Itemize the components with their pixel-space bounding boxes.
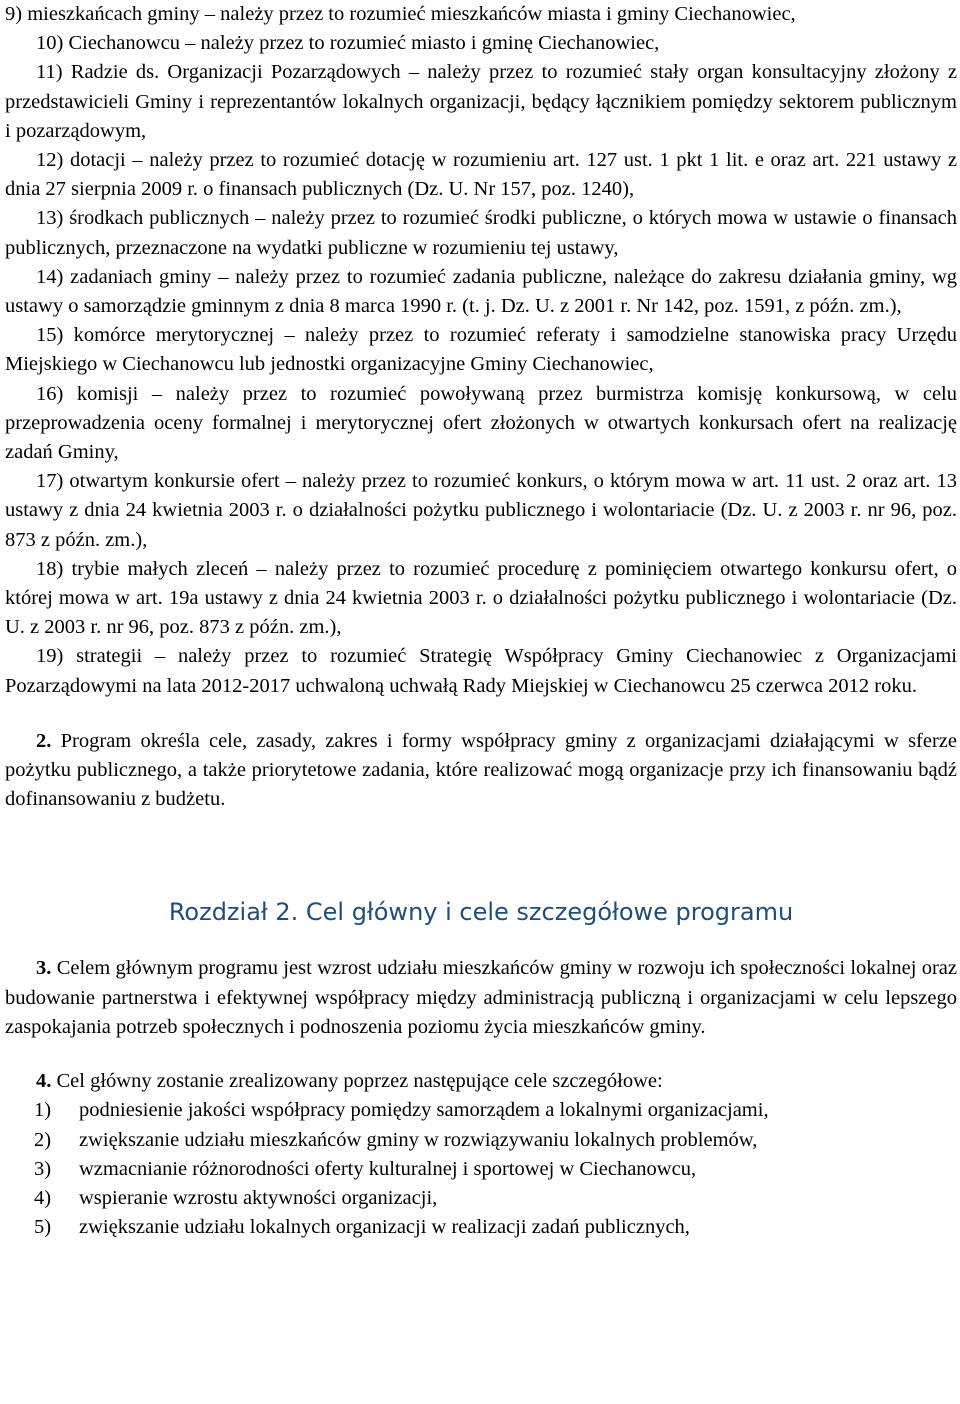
definition-9: 9) mieszkańcach gminy – należy przez to rozumieć mieszkańców miasta i gminy Ciechanowiec,	[5, 3, 796, 25]
section-3-text: Celem głównym programu jest wzrost udziału mieszkańców gminy w rozwoju ich społeczności lokalnej oraz budowanie partnerstwa i efektywnej współpracy między administracją publiczną i organizacjami w celu lepszego zaspokajania potrzeb społecznych i podnoszenia poziomu życia mieszkańców gminy.	[5, 957, 957, 1038]
list-item-number: 5)	[34, 1216, 52, 1239]
definition-10: 10) Ciechanowcu – należy przez to rozumieć miasto i gminę Ciechanowiec,	[36, 32, 660, 55]
specific-goals-list	[5, 1096, 957, 1242]
list-item-text: zwiększanie udziału lokalnych organizacji w realizacji zadań publicznych,	[79, 1216, 690, 1239]
list-item	[5, 1184, 957, 1213]
list-item	[5, 1213, 957, 1242]
section-4-number: 4.	[36, 1070, 52, 1093]
section-3-number: 3.	[36, 957, 52, 980]
list-item-text: wspieranie wzrostu aktywności organizacji,	[79, 1186, 438, 1209]
definition-19: 19) strategii – należy przez to rozumieć Strategię Współpracy Gminy Ciechanowiec z Organizacjami Pozarządowymi na lata 2012-2017 uchwaloną uchwałą Rady Miejskiej w Ciechanowcu 25 czerwca 2012 roku.	[5, 645, 957, 697]
list-item-text: podniesienie jakości współpracy pomiędzy samorządem a lokalnymi organizacjami,	[79, 1099, 769, 1122]
list-item-number: 2)	[34, 1128, 52, 1151]
section-2-paragraph	[5, 727, 957, 815]
definition-16: 16) komisji – należy przez to rozumieć powoływaną przez burmistrza komisję konkursową, w celu przeprowadzenia oceny formalnej i merytorycznej ofert złożonych w otwartych konkursach ofert na realizację zadań Gminy,	[5, 382, 957, 464]
list-item	[5, 1126, 957, 1155]
definitions-list	[5, 0, 957, 701]
section-4-text: Cel główny zostanie zrealizowany poprzez następujące cele szczegółowe:	[51, 1070, 663, 1093]
section-4-paragraph	[5, 1067, 957, 1096]
section-2-text: Program określa cele, zasady, zakres i formy współpracy gminy z organizacjami działającymi w sferze pożytku publicznego, a także priorytetowe zadania, które realizować mogą organizacje przy ich finansowaniu bądź dofinansowaniu z budżetu.	[5, 729, 957, 811]
definition-17: 17) otwartym konkursie ofert – należy przez to rozumieć konkurs, o którym mowa w art. 11 ust. 2 oraz art. 13 ustawy z dnia 24 kwietnia 2003 r. o działalności pożytku publicznego i wolontariacie (Dz. U. z 2003 r. nr 96, poz. 873 z późn. zm.),	[5, 470, 957, 551]
list-item	[5, 1155, 957, 1184]
section-2-number: 2.	[36, 729, 52, 752]
definition-11: 11) Radzie ds. Organizacji Pozarządowych – należy przez to rozumieć stały organ konsultacyjny złożony z przedstawicieli Gminy i reprezentantów lokalnych organizacji, będący łącznikiem pomiędzy sektorem publicznym i pozarządowym,	[5, 61, 957, 142]
definition-12: 12) dotacji – należy przez to rozumieć dotację w rozumieniu art. 127 ust. 1 pkt 1 lit. e oraz art. 221 ustawy z dnia 27 sierpnia 2009 r. o finansach publicznych (Dz. U. Nr 157, poz. 1240),	[5, 149, 957, 201]
definition-14: 14) zadaniach gminy – należy przez to rozumieć zadania publiczne, należące do zakresu działania gminy, wg ustawy o samorządzie gminnym z dnia 8 marca 1990 r. (t. j. Dz. U. z 2001 r. Nr 142, poz. 1591, z późn. zm.),	[5, 265, 957, 318]
list-item-number: 3)	[34, 1157, 52, 1180]
definition-13: 13) środkach publicznych – należy przez to rozumieć środki publiczne, o których mowa w ustawie o finansach publicznych, przeznaczone na wydatki publiczne w rozumieniu tej ustawy,	[5, 207, 957, 259]
list-item-number: 4)	[34, 1186, 52, 1209]
list-item	[5, 1096, 957, 1125]
document-page	[5, 0, 957, 1242]
definition-15: 15) komórce merytorycznej – należy przez to rozumieć referaty i samodzielne stanowiska pracy Urzędu Miejskiego w Ciechanowcu lub jednostki organizacyjne Gminy Ciechanowiec,	[5, 324, 957, 376]
section-3-paragraph	[5, 954, 957, 1042]
definition-18: 18) trybie małych zleceń – należy przez to rozumieć procedurę z pominięciem otwartego konkursu ofert, o której mowa w art. 19a ustawy z dnia 24 kwietnia 2003 r. o działalności pożytku publicznego i wolontariacie (Dz. U. z 2003 r. nr 96, poz. 873 z późn. zm.),	[5, 557, 957, 639]
list-item-text: wzmacnianie różnorodności oferty kulturalnej i sportowej w Ciechanowcu,	[79, 1157, 697, 1180]
list-item-number: 1)	[34, 1099, 52, 1122]
chapter-heading: Rozdział 2. Cel główny i cele szczegółowe programu	[168, 898, 794, 927]
list-item-text: zwiększanie udziału mieszkańców gminy w rozwiązywaniu lokalnych problemów,	[79, 1128, 758, 1151]
